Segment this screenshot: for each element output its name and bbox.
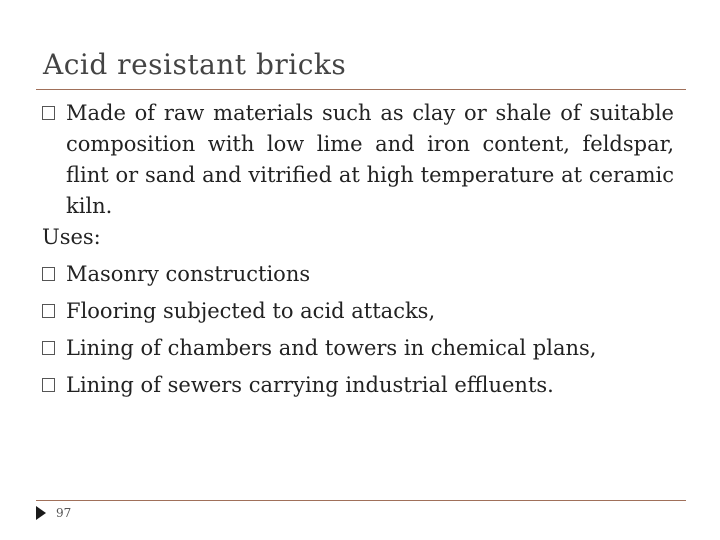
- checkbox-square-icon: [42, 304, 55, 318]
- triangle-right-icon: [36, 506, 46, 520]
- bullet-text: Flooring subjected to acid attacks,: [66, 299, 436, 323]
- slide-title: Acid resistant bricks: [43, 48, 347, 81]
- bullet-item-use: [42, 259, 674, 290]
- title-divider: [36, 89, 686, 90]
- checkbox-square-icon: [42, 106, 55, 120]
- slide-content: [42, 98, 674, 401]
- bullet-text: Made of raw materials such as clay or shale of suitable composition with low lime and iron content, feldspar, flint or sand and vitrified at high temperature at ceramic kiln.: [66, 101, 674, 218]
- footer-divider: [36, 500, 686, 501]
- bullet-item-use: [42, 370, 674, 401]
- bullet-item-use: [42, 333, 674, 364]
- bullet-text: Lining of sewers carrying industrial effluents.: [66, 373, 554, 397]
- bullet-text: Masonry constructions: [66, 262, 311, 286]
- uses-heading: Uses:: [42, 225, 101, 249]
- bullet-item-materials: [42, 98, 674, 222]
- bullet-item-use: [42, 296, 674, 327]
- checkbox-square-icon: [42, 341, 55, 355]
- page-number: 97: [56, 506, 72, 520]
- bullet-text: Lining of chambers and towers in chemical plans,: [66, 336, 597, 360]
- checkbox-square-icon: [42, 267, 55, 281]
- checkbox-square-icon: [42, 378, 55, 392]
